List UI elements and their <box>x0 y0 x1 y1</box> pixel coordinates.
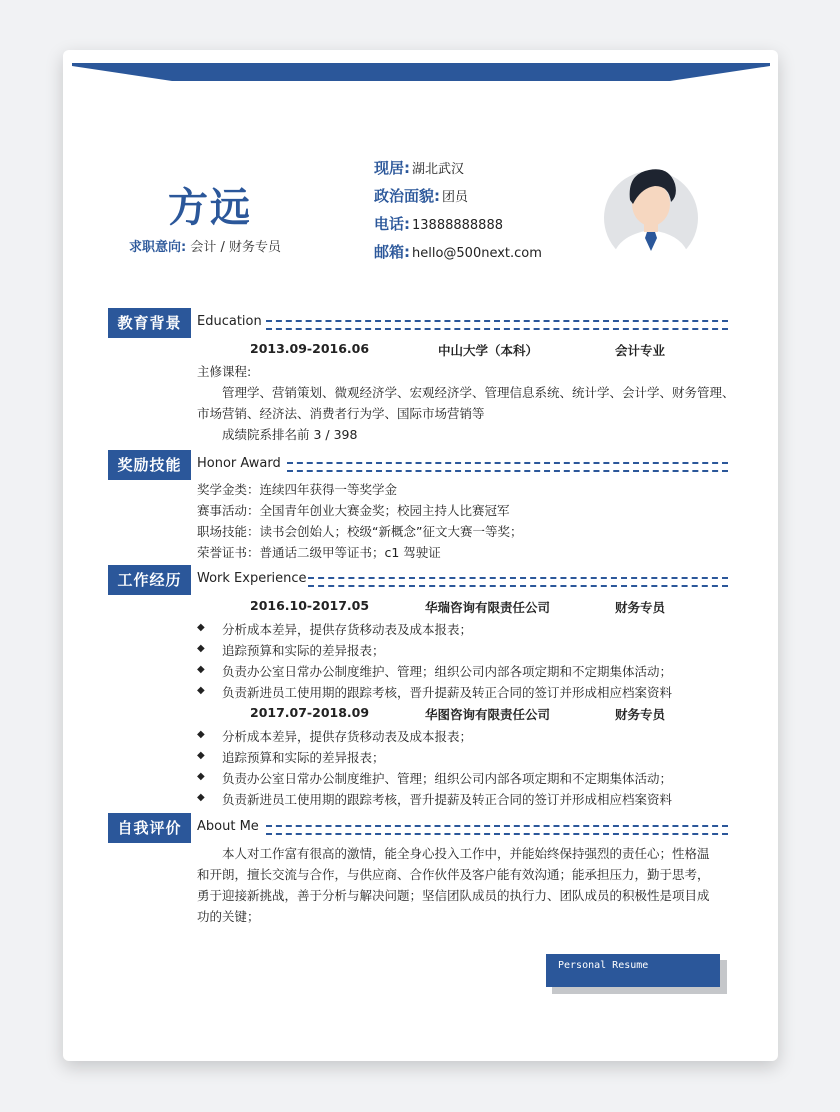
job-period: 2016.10-2017.05 <box>250 598 370 613</box>
avatar <box>603 156 699 266</box>
bullet-diamond-icon: ◆ <box>197 792 205 803</box>
job-intent <box>129 236 281 255</box>
honor-item: 荣誉证书：普通话二级甲等证书；c1 驾驶证 <box>197 545 441 560</box>
contact-value: 团员 <box>442 190 469 205</box>
bullet-diamond-icon: ◆ <box>197 643 205 654</box>
job-duty: 追踪预算和实际的差异报表； <box>222 750 385 765</box>
section-divider <box>266 320 728 330</box>
job-duty: 负责新进员工使用期的跟踪考核，晋升提薪及转正合同的签订并形成相应档案资料 <box>222 685 673 700</box>
section-title: 工作经历 <box>108 565 191 595</box>
job-duty: 负责办公室日常办公制度维护、管理；组织公司内部各项定期和不定期集体活动； <box>222 664 673 679</box>
courses-line: 市场营销、经济法、消费者行为学、国际市场营销等 <box>197 406 485 421</box>
class-rank: 成绩院系排名前 3 / 398 <box>222 427 358 442</box>
bullet-diamond-icon: ◆ <box>197 622 205 633</box>
footer-label: Personal Resume <box>546 954 720 987</box>
section-divider <box>266 825 728 835</box>
contact-label: 政治面貌: <box>374 187 440 205</box>
top-band-decoration <box>72 63 770 81</box>
job-duty: 分析成本差异，提供存货移动表及成本报表； <box>222 729 473 744</box>
contact-value: 湖北武汉 <box>412 162 465 177</box>
about-text: 本人对工作富有很高的激情，能全身心投入工作中，并能始终保持强烈的责任心；性格温和开朗，擅长交流与合作，与供应商、合作伙伴及客户能有效沟通；能承担压力，勤于思考，勇于迎接新挑战，善于分析与解决问题；坚信团队成员的执行力、团队成员的积极性是项目成功的关键； <box>197 846 710 924</box>
honor-item: 奖学金类：连续四年获得一等奖学金 <box>197 482 398 497</box>
section-divider <box>287 462 728 472</box>
education-period: 2013.09-2016.06 <box>250 341 370 356</box>
contact-value: hello@500next.com <box>412 246 542 261</box>
bullet-diamond-icon: ◆ <box>197 685 205 696</box>
bullet-diamond-icon: ◆ <box>197 729 205 740</box>
contact-email <box>374 241 542 262</box>
section-title-en: About Me <box>197 819 259 834</box>
job-role: 财务专员 <box>615 600 666 615</box>
courses-label: 主修课程: <box>197 364 252 379</box>
section-divider <box>308 577 728 587</box>
job-intent-label: 求职意向: <box>129 240 187 255</box>
job-duty: 追踪预算和实际的差异报表； <box>222 643 385 658</box>
section-title: 自我评价 <box>108 813 191 843</box>
contact-political-status <box>374 185 468 206</box>
honor-item: 职场技能：读书会创始人；校级“新概念”征文大赛一等奖； <box>197 524 523 539</box>
education-major: 会计专业 <box>615 343 666 358</box>
bullet-diamond-icon: ◆ <box>197 664 205 675</box>
section-header-education <box>108 308 728 338</box>
education-school: 中山大学（本科） <box>438 343 539 358</box>
contact-value: 13888888888 <box>412 218 503 233</box>
job-duty: 负责新进员工使用期的跟踪考核，晋升提薪及转正合同的签订并形成相应档案资料 <box>222 792 673 807</box>
job-period: 2017.07-2018.09 <box>250 705 370 720</box>
contact-residence <box>374 157 464 178</box>
section-header-honors <box>108 450 728 480</box>
bullet-diamond-icon: ◆ <box>197 771 205 782</box>
job-duty: 分析成本差异，提供存货移动表及成本报表； <box>222 622 473 637</box>
section-title: 奖励技能 <box>108 450 191 480</box>
contact-label: 现居: <box>374 159 410 177</box>
contact-label: 邮箱: <box>374 243 410 261</box>
job-duty: 负责办公室日常办公制度维护、管理；组织公司内部各项定期和不定期集体活动； <box>222 771 673 786</box>
section-title-en: Work Experience <box>197 571 307 586</box>
section-header-work <box>108 565 728 595</box>
contact-phone <box>374 213 503 234</box>
job-company: 华图咨询有限责任公司 <box>425 707 551 722</box>
section-title-en: Honor Award <box>197 456 281 471</box>
honor-item: 赛事活动：全国青年创业大赛金奖；校园主持人比赛冠军 <box>197 503 510 518</box>
resume-page <box>63 50 778 1061</box>
contact-label: 电话: <box>374 215 410 233</box>
candidate-name: 方远 <box>168 185 252 231</box>
job-company: 华瑞咨询有限责任公司 <box>425 600 551 615</box>
job-role: 财务专员 <box>615 707 666 722</box>
section-header-about <box>108 813 728 843</box>
job-intent-value: 会计 / 财务专员 <box>190 240 281 255</box>
bullet-diamond-icon: ◆ <box>197 750 205 761</box>
section-title: 教育背景 <box>108 308 191 338</box>
courses-line: 管理学、营销策划、微观经济学、宏观经济学、管理信息系统、统计学、会计学、财务管理、 <box>222 385 735 400</box>
section-title-en: Education <box>197 314 262 329</box>
